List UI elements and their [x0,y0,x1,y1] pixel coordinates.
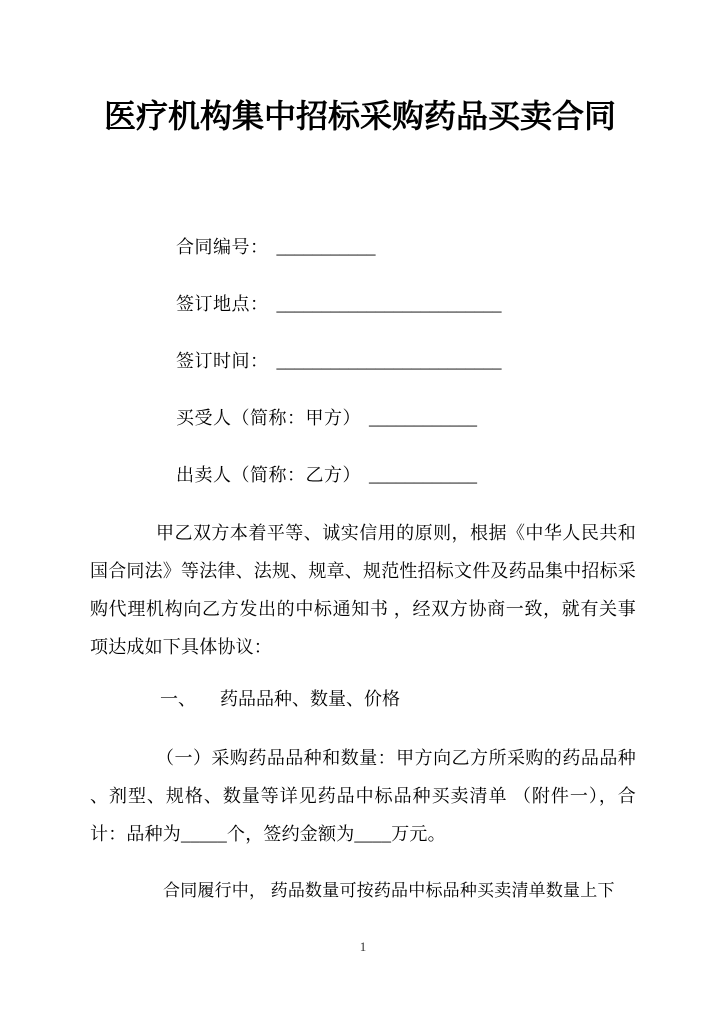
signing-place-blank-line: _________________________ [276,294,502,314]
seller-blank-line: ____________ [369,465,477,485]
clause-1-paragraph: （一）采购药品品种和数量：甲方向乙方所采购的药品品种 、剂型、规格、数量等详见药品中标品种买卖清单 （附件一），合计：品种为_____个，签约金额为____万元。 [90,748,636,844]
contract-header-fields [176,236,502,521]
field-signing-place [176,293,502,315]
buyer-blank-line: ____________ [369,408,477,428]
field-buyer-party-a [176,407,502,429]
signing-time-blank-line: _________________________ [276,351,502,371]
section-1-heading [160,684,400,714]
contract-number-blank-line: ___________ [276,237,376,257]
page-number: 1 [359,939,367,954]
signing-time-label: 签订时间： [176,351,269,371]
buyer-label: 买受人（简称：甲方） [176,408,361,428]
clause-2-paragraph-first-line: 合同履行中， 药品数量可按药品中标品种买卖清单数量上下 [163,881,615,900]
field-signing-time [176,350,502,372]
intro-paragraph: 甲乙双方本着平等、诚实信用的原则，根据《中华人民共和国合同法》等法律、法规、规章、规范性招标文件及药品集中招标采购代理机构向乙方发出的中标通知书 ，经双方协商一致，就有关事项达成如下具体协议： [90,523,636,657]
field-seller-party-b [176,464,502,486]
section-1-number: 一、 [160,689,196,709]
document-title: 医疗机构集中招标采购药品买卖合同 [103,98,616,134]
seller-label: 出卖人（简称：乙方） [176,465,361,485]
field-contract-number [176,236,502,258]
section-1-title: 药品品种、数量、价格 [220,689,400,709]
signing-place-label: 签订地点： [176,294,269,314]
contract-number-label: 合同编号： [176,237,269,257]
